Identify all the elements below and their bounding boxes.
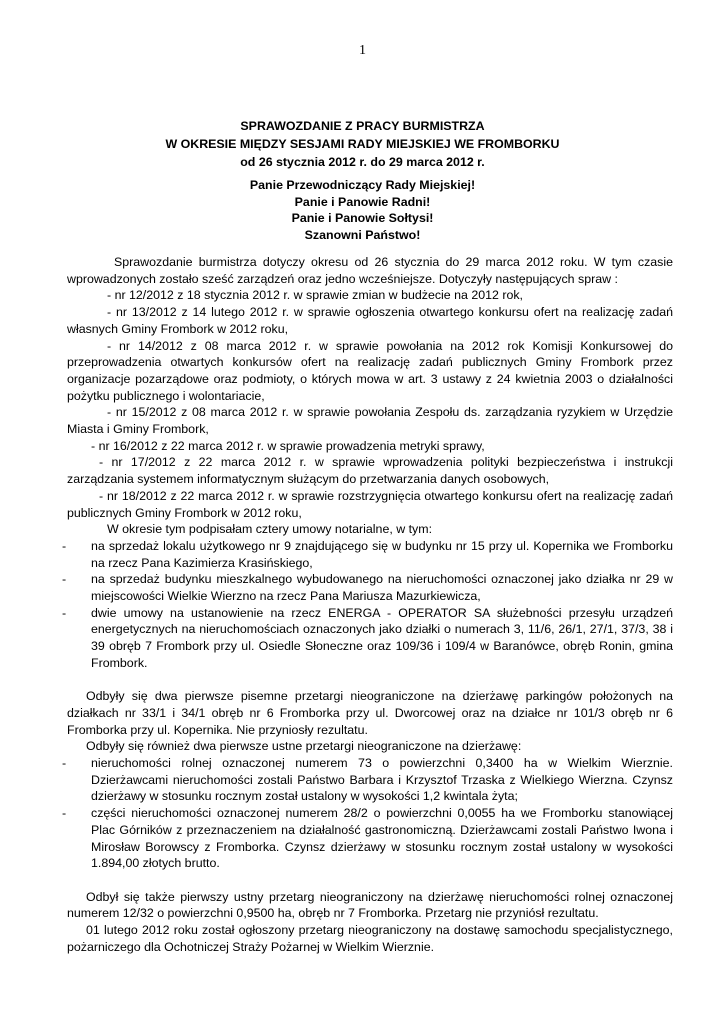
order-item: - nr 14/2012 z 08 marca 2012 r. w sprawie powołania na 2012 rok Komisji Konkursowej do przeprowadzenia otwartych konkursów ofert na realizację zadań publicznych Gminy Frombork przez organizacje pozarządowe oraz podmioty, o których mowa w art. 3 ustawy z 24 kwietnia 2003 o działalności pożytku publicznego i wolontariacie, (67, 338, 673, 403)
list-item-text: części nieruchomości oznaczonej numerem 28/2 o powierzchni 0,0055 ha we Fromborku stanowiącej Plac Górników z przeznaczeniem na działalność gastronomiczną. Dzierżawcami zostali Państwo Iwona i Mirosław Borowscy z Fromborka. Czynsz dzierżawy w stosunku rocznym został ustalony w wysokości 1.894,00 złotych brutto. (91, 806, 673, 871)
vehicle-paragraph: 01 lutego 2012 roku został ogłoszony przetarg nieograniczony na dostawę samochodu specjalistycznego, pożarniczego dla Ochotniczej Straży Pożarnej w Wielkim Wierznie. (67, 923, 673, 954)
list-bullet: - (62, 605, 67, 620)
greeting-line-1: Panie Przewodniczący Rady Miejskiej! (249, 178, 476, 192)
order-item: - nr 13/2012 z 14 lutego 2012 r. w sprawie ogłoszenia otwartego konkursu ofert na realizację zadań własnych Gminy Frombork w 2012 roku, (67, 305, 673, 336)
list-item (62, 571, 673, 604)
oral-list (62, 755, 673, 872)
report-title (60, 117, 665, 171)
title-line-2: W OKRESIE MIĘDZY SESJAMI RADY MIEJSKIEJ WE FROMBORKU (165, 137, 560, 151)
list-item (62, 605, 673, 672)
order-item: - nr 15/2012 z 08 marca 2012 r. w sprawie powołania Zespołu ds. zarządzania ryzykiem w Urzędzie Miasta i Gminy Frombork, (67, 405, 673, 437)
greeting-line-4: Szanowni Państwo! (304, 228, 421, 243)
spacer (67, 672, 673, 689)
greeting-line-3: Panie i Panowie Sołtysi! (291, 211, 434, 226)
parking-paragraph: Odbyły się dwa pierwsze pisemne przetargi nieograniczone na dzierżawę parkingów położonych na działkach nr 33/1 i 34/1 obręb nr 6 Fromborka przy ul. Dworcowej oraz na działce nr 101/3 obręb nr 6 Fromborka przy ul. Kopernika. Nie przyniosły rezultatu. (67, 689, 673, 737)
notarial-intro: W okresie tym podpisałam cztery umowy notarialne, w tym: (107, 522, 433, 537)
list-item-text: na sprzedaż lokalu użytkowego nr 9 znajdującego się w budynku nr 15 przy ul. Kopernika we Fromborku na rzecz Pana Kazimierza Krasińskiego, (91, 538, 673, 570)
list-item-text: dwie umowy na ustanowienie na rzecz ENERGA - OPERATOR SA służebności przesyłu urządzeń energetycznych na nieruchomościach oznaczonych jako działki o numerach 3, 11/6, 26/1, 27/1, 37/3, 38 i 39 obręb 7 Frombork przy ul. Osiedle Słoneczne oraz 109/36 i 109/4 w Baranówce, obręb Ronin, gmina Frombork. (91, 605, 673, 670)
list-bullet: - (62, 572, 67, 587)
title-line-3: od 26 stycznia 2012 r. do 29 marca 2012 r. (240, 155, 485, 169)
greeting-line-2: Panie i Panowie Radni! (294, 194, 431, 209)
list-bullet: - (62, 806, 67, 821)
page-number: 1 (359, 43, 366, 58)
order-item: - nr 17/2012 z 22 marca 2012 r. w sprawie wprowadzenia polityki bezpieczeństwa i instrukcji zarządzania systemem informatycznym służącym do przetwarzania danych osobowych, (67, 455, 673, 487)
list-item-text: nieruchomości rolnej oznaczonej numerem 73 o powierzchni 0,3400 ha w Wielkim Wierznie. Dzierżawcami nieruchomości zostali Państwo Barbara i Krzysztof Trzaska z Wielkiego Wierzna. Czynsz dzierżawy w stosunku rocznym został ustalony w wysokości 1,2 kwintala żyta; (91, 756, 673, 804)
list-item-text: na sprzedaż budynku mieszkalnego wybudowanego na nieruchomości oznaczonej jako działka nr 29 w miejscowości Wielkie Wierzno na rzecz Pana Mariusza Mazurkiewicza, (91, 572, 673, 604)
greeting (60, 177, 665, 244)
spacer (67, 872, 673, 889)
intro-paragraph: Sprawozdanie burmistrza dotyczy okresu od 26 stycznia do 29 marca 2012 roku. W tym czasie wprowadzonych zostało sześć zarządzeń oraz jedno wcześniejsze. Dotyczyły następujących spraw : (67, 255, 673, 286)
report-body (62, 254, 673, 956)
list-bullet: - (62, 756, 67, 771)
list-item (62, 538, 673, 571)
order-item: - nr 12/2012 z 18 stycznia 2012 r. w sprawie zmian w budżecie na 2012 rok, (107, 288, 523, 303)
order-item: - nr 16/2012 z 22 marca 2012 r. w sprawie prowadzenia metryki sprawy, (91, 438, 485, 453)
notarial-list (62, 538, 673, 672)
agri-paragraph: Odbył się także pierwszy ustny przetarg nieograniczony na dzierżawę nieruchomości rolnej oznaczonej numerem 12/32 o powierzchni 0,9500 ha, obręb nr 7 Fromborka. Przetarg nie przyniósł rezultatu. (67, 889, 673, 921)
title-line-1: SPRAWOZDANIE Z PRACY BURMISTRZA (240, 119, 485, 133)
order-item: - nr 18/2012 z 22 marca 2012 r. w sprawie rozstrzygnięcia otwartego konkursu ofert na realizację zadań publicznych Gminy Frombork w 2012 roku, (67, 488, 673, 520)
list-bullet: - (62, 538, 67, 553)
list-item (62, 805, 673, 872)
list-item (62, 755, 673, 805)
oral-intro: Odbyły się również dwa pierwsze ustne przetargi nieograniczone na dzierżawę: (86, 739, 522, 754)
